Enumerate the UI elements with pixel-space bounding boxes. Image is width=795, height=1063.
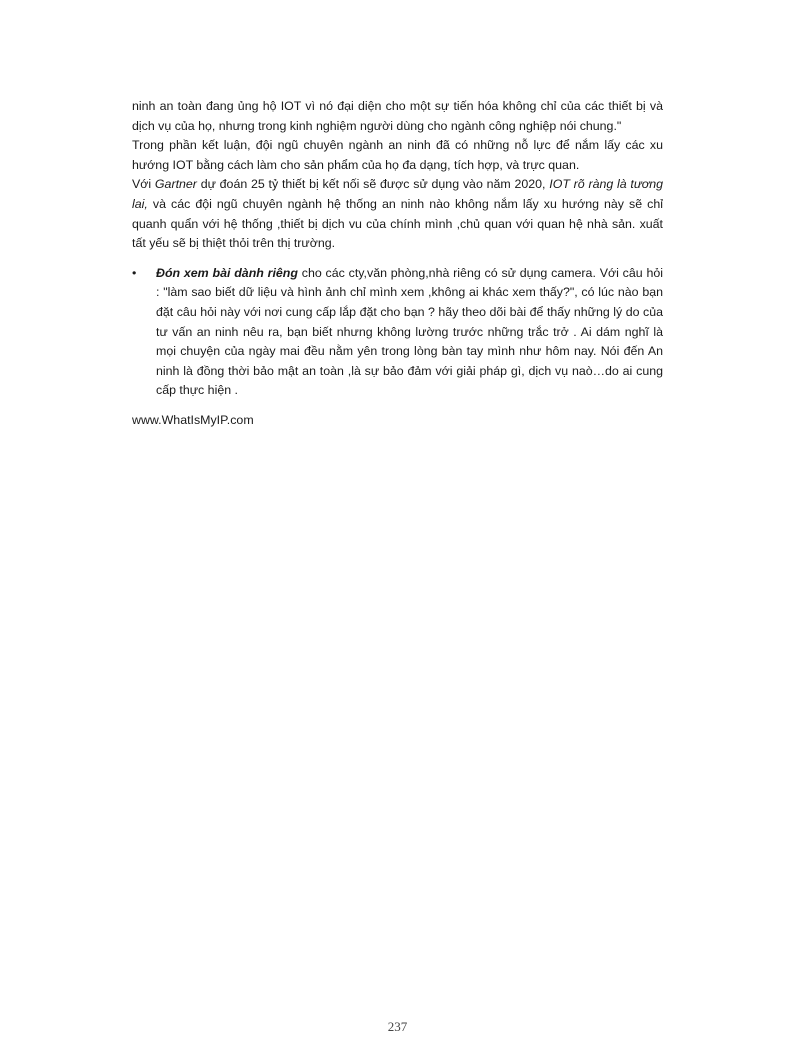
paragraph-1: ninh an toàn đang ủng hộ IOT vì nó đại diện cho một sự tiến hóa không chỉ của các thiết bị và dịch vụ của họ, nhưng trong kinh nghiệm người dùng cho ngành công nghiệp nói chung." <box>132 99 663 133</box>
paragraph-3 <box>132 175 663 253</box>
paragraph-2: Trong phần kết luận, đội ngũ chuyên ngành an ninh đã có những nỗ lực để nắm lấy các xu hướng IOT bằng cách làm cho sản phẩm của họ đa dạng, tích hợp, và trực quan. <box>132 138 663 172</box>
bullet-bold-title: Đón xem bài dành riêng <box>156 265 298 280</box>
gartner-text: Gartner <box>154 177 197 192</box>
page-number: 237 <box>387 1019 408 1034</box>
paragraph-3-text-1: Với <box>132 177 155 192</box>
iot-future-text: IOT rõ ràng là tương lai, <box>132 177 663 211</box>
bullet-body-text: cho các cty,văn phòng,nhà riêng có sử dụng camera. Với câu hỏi : "làm sao biết dữ liệu và hình ảnh chỉ mình xem ,không ai khác xem thấy?", có lúc nào bạn đặt câu hỏi này với nơi cung cấp lắp đặt cho bạn ? hãy theo dõi bài để thấy những lý do của tư vấn an ninh nêu ra, bạn biết nhưng không lường trước những trắc trở . Ai dám nghĩ là mọi chuyện của ngày mai đều nằm yên trong lòng bàn tay mình như hôm nay. Nói đến An ninh là đồng thời bảo mật an toàn ,là sự bảo đảm với giải pháp gì, dịch vụ naò…do ai cung cấp thực hiện . <box>156 265 663 398</box>
paragraph-3-text-2: dự đoán 25 tỷ thiết bị kết nối sẽ được sử dụng vào năm 2020, <box>196 177 550 192</box>
bullet-item <box>132 264 663 401</box>
page-content <box>132 97 663 431</box>
bullet-list <box>132 264 663 401</box>
website-link[interactable]: www.WhatIsMyIP.com <box>132 412 254 427</box>
paragraph-3-text-3: và các đội ngũ chuyên ngành hệ thống an ninh nào không nắm lấy xu hướng này sẽ chỉ quanh quẩn với hệ thống ,thiết bị dịch vu của chính mình ,chủ quan với quan hệ nhà sản. xuất tất yếu sẽ bị thiệt thỏi trên thị trường. <box>132 196 663 251</box>
bullet-marker: • <box>132 265 137 280</box>
